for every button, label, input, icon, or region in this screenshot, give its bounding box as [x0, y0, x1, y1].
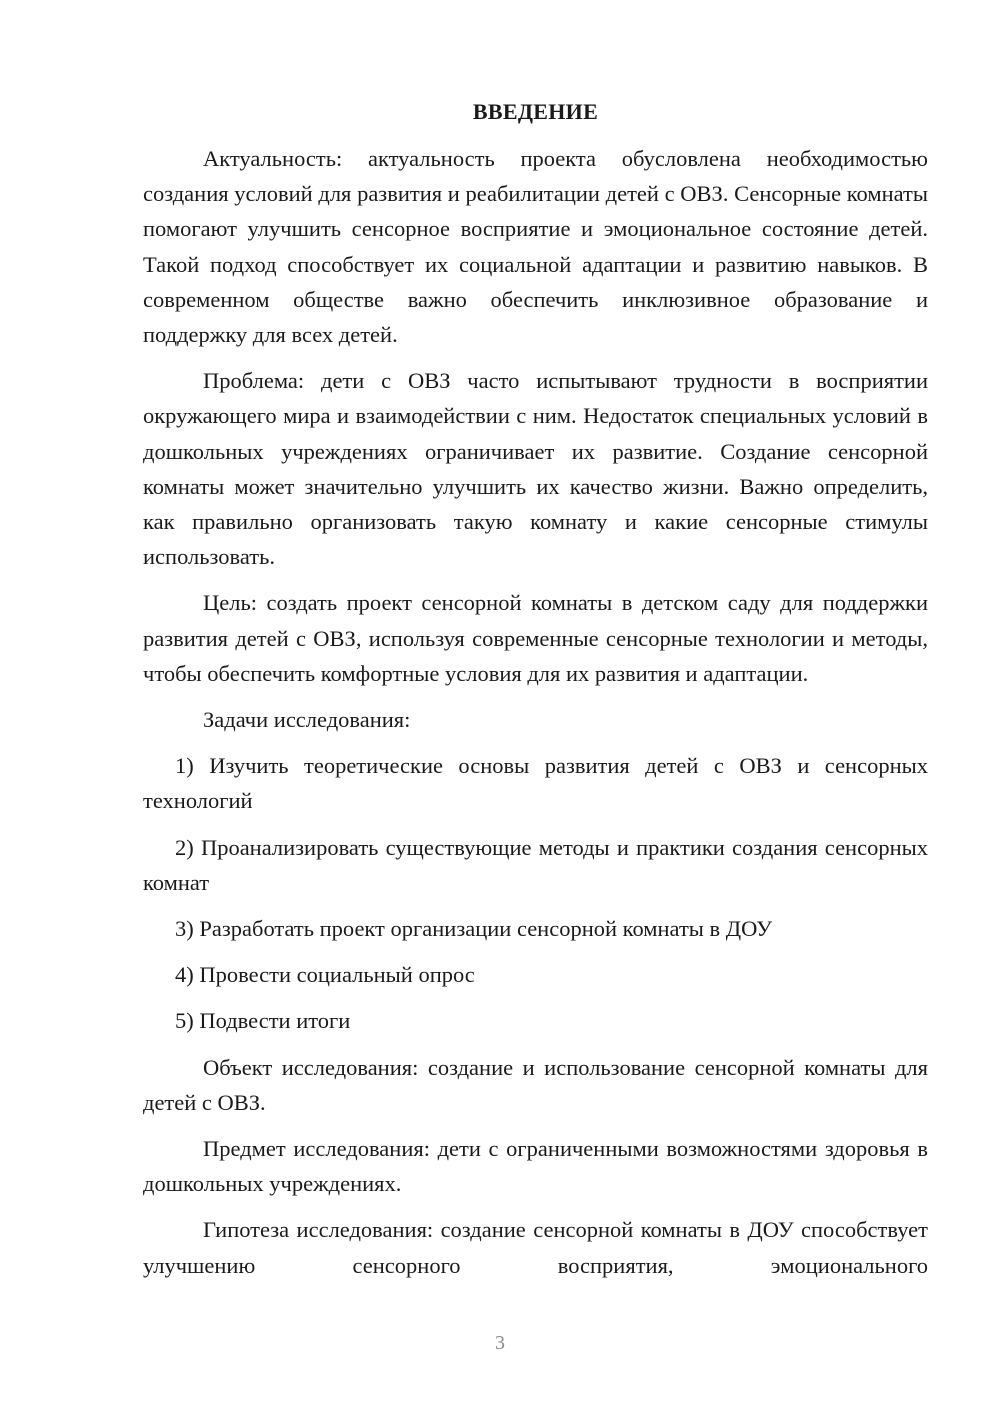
document-page [143, 94, 928, 1294]
task-item-4: 4) Провести социальный опрос [175, 962, 475, 988]
task-item-5: 5) Подвести итоги [175, 1008, 351, 1034]
paragraph-goal: Цель: создать проект сенсорной комнаты в детском саду для поддержки развития детей с ОВЗ, используя современные сенсорные технологии и методы, чтобы обеспечить комфортные условия для их развития и адаптации. [143, 590, 928, 686]
paragraph-relevance: Актуальность: актуальность проекта обусловлена необходимостью создания условий для развития и реабилитации детей с ОВЗ. Сенсорные комнаты помогают улучшить сенсорное восприятие и эмоциональное состояние детей. Такой подход способствует их социальной адаптации и развитию навыков. В современном обществе важно обеспечить инклюзивное образование и поддержку для всех детей. [143, 146, 928, 348]
task-item-1: 1) Изучить теоретические основы развития детей с ОВЗ и сенсорных технологий [143, 753, 928, 814]
task-item-3: 3) Разработать проект организации сенсорной комнаты в ДОУ [175, 916, 773, 942]
paragraph-hypothesis: Гипотеза исследования: создание сенсорной комнаты в ДОУ способствует улучшению сенсорного восприятия, эмоционального [143, 1217, 928, 1278]
section-title: ВВЕДЕНИЕ [472, 99, 599, 124]
paragraph-problem: Проблема: дети с ОВЗ часто испытывают трудности в восприятии окружающего мира и взаимодействии с ним. Недостаток специальных условий в дошкольных учреждениях ограничивает их развитие. Создание сенсорной комнаты может значительно улучшить их качество жизни. Важно определить, как правильно организовать такую комнату и какие сенсорные стимулы использовать. [143, 368, 928, 570]
tasks-heading: Задачи исследования: [203, 707, 411, 733]
paragraph-object: Объект исследования: создание и использование сенсорной комнаты для детей с ОВЗ. [143, 1054, 928, 1115]
paragraph-subject: Предмет исследования: дети с ограниченными возможностями здоровья в дошкольных учреждениях. [143, 1136, 928, 1197]
page-number: 3 [495, 1332, 505, 1354]
task-item-2: 2) Проанализировать существующие методы и практики создания сенсорных комнат [143, 834, 928, 895]
